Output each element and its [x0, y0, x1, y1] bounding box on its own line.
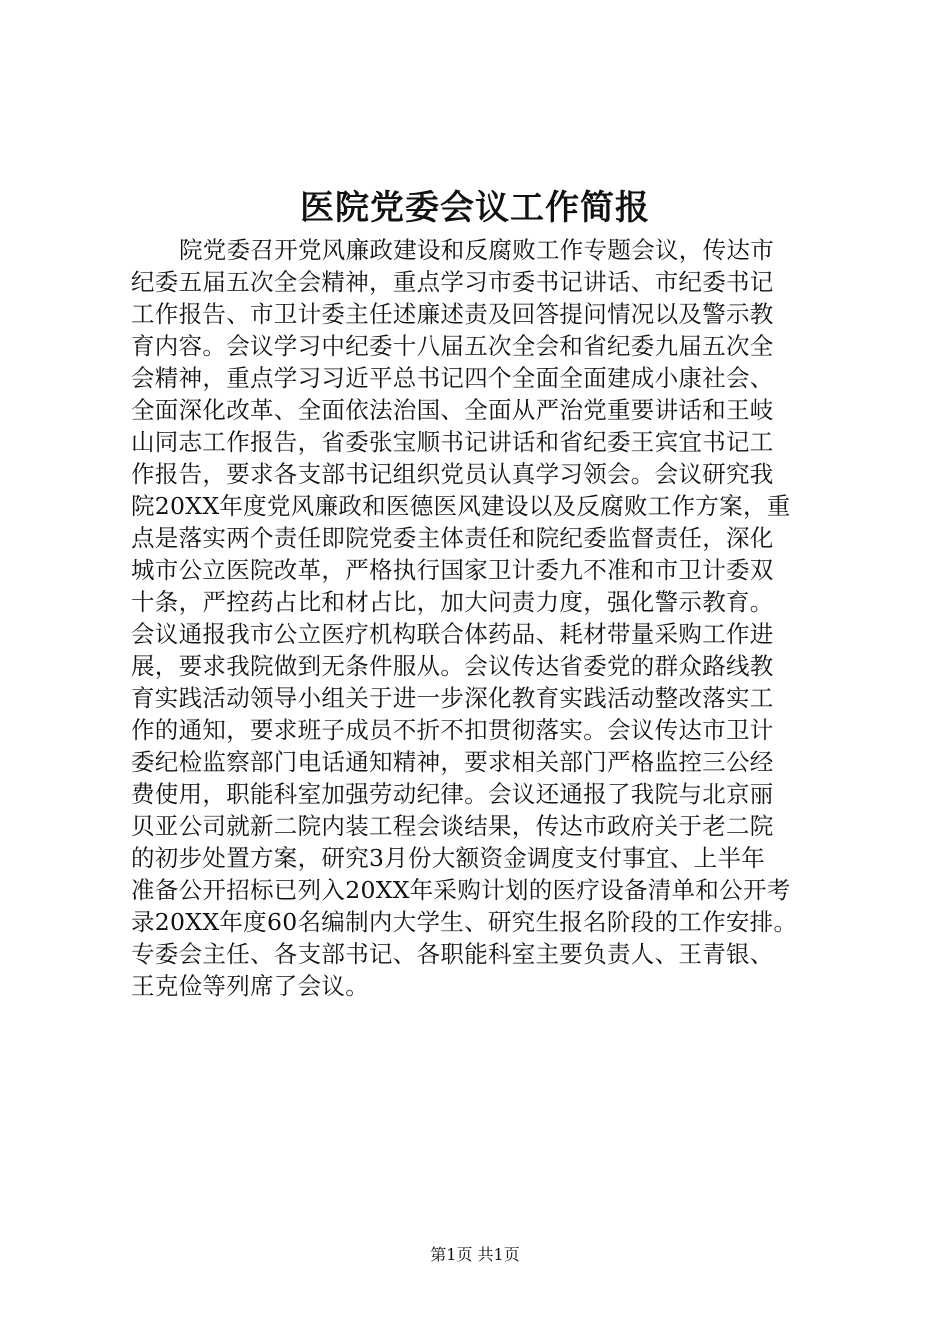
body-line: 王克俭等列席了会议。	[131, 972, 369, 1000]
body-line: 作报告，要求各支部书记组织党员认真学习领会。会议研究我	[131, 460, 774, 488]
body-line: 育内容。会议学习中纪委十八届五次全会和省纪委九届五次全	[131, 332, 774, 360]
body-line: 纪委五届五次全会精神，重点学习市委书记讲话、市纪委书记	[131, 268, 774, 296]
body-line: 准备公开招标已列入20XX年采购计划的医疗设备清单和公开考	[131, 876, 791, 904]
body-line: 院20XX年度党风廉政和医德医风建设以及反腐败工作方案，重	[131, 492, 791, 520]
document-title: 医院党委会议工作简报	[300, 188, 650, 228]
body-line: 录20XX年度60名编制内大学生、研究生报名阶段的工作安排。	[131, 908, 798, 936]
body-line: 的初步处置方案，研究3月份大额资金调度支付事宜、上半年	[131, 844, 766, 872]
body-line: 委纪检监察部门电话通知精神，要求相关部门严格监控三公经	[131, 748, 774, 776]
body-line: 费使用，职能科室加强劳动纪律。会议还通报了我院与北京丽	[131, 780, 774, 808]
document-body	[131, 234, 851, 1002]
page-number-footer: 第1页 共1页	[430, 1245, 520, 1264]
body-line: 作的通知，要求班子成员不折不扣贯彻落实。会议传达市卫计	[131, 716, 774, 744]
body-line: 贝亚公司就新二院内装工程会谈结果，传达市政府关于老二院	[131, 812, 774, 840]
body-line: 山同志工作报告，省委张宝顺书记讲话和省纪委王宾宜书记工	[131, 428, 774, 456]
body-line: 会议通报我市公立医疗机构联合体药品、耗材带量采购工作进	[131, 620, 774, 648]
body-line: 育实践活动领导小组关于进一步深化教育实践活动整改落实工	[131, 684, 774, 712]
body-line: 会精神，重点学习习近平总书记四个全面全面建成小康社会、	[131, 364, 774, 392]
body-line: 专委会主任、各支部书记、各职能科室主要负责人、王青银、	[131, 940, 774, 968]
body-line: 展，要求我院做到无条件服从。会议传达省委党的群众路线教	[131, 652, 774, 680]
body-line: 院党委召开党风廉政建设和反腐败工作专题会议，传达市	[179, 236, 774, 264]
body-line: 工作报告、市卫计委主任述廉述责及回答提问情况以及警示教	[131, 300, 774, 328]
body-line: 城市公立医院改革，严格执行国家卫计委九不准和市卫计委双	[131, 556, 774, 584]
body-line: 点是落实两个责任即院党委主体责任和院纪委监督责任，深化	[131, 524, 774, 552]
body-line: 全面深化改革、全面依法治国、全面从严治党重要讲话和王岐	[131, 396, 774, 424]
body-line: 十条，严控药占比和材占比，加大问责力度，强化警示教育。	[131, 588, 774, 616]
